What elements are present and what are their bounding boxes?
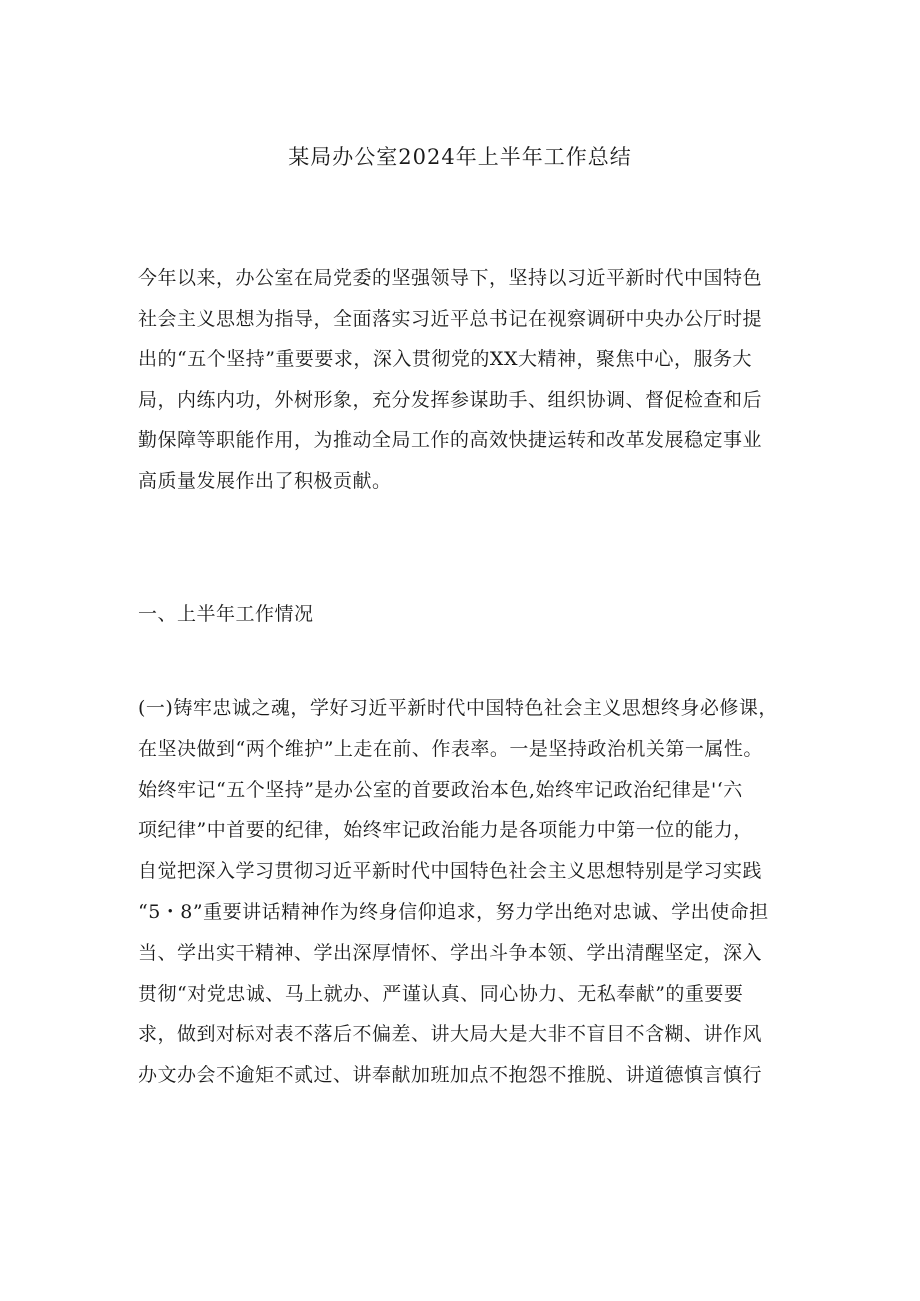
intro-line: 今年以来，办公室在局党委的坚强领导下，坚持以习近平新时代中国特色 bbox=[138, 267, 763, 289]
section-1-line: 求，做到对标对表不落后不偏差、讲大局大是大非不盲目不含糊、讲作风 bbox=[138, 1023, 763, 1046]
section-heading bbox=[138, 594, 798, 635]
section-1-paragraph bbox=[138, 688, 798, 1096]
intro-line: 出的“五个坚持”重要要求，深入贯彻党的XX大精神，聚焦中心，服务大 bbox=[138, 348, 752, 370]
section-1-line: 贯彻“对党忠诚、马上就办、严谨认真、同心协力、无私奉献”的重要要 bbox=[138, 982, 744, 1005]
section-1-line: 当、学出实干精神、学出深厚情怀、学出斗争本领、学出清醒坚定，深入 bbox=[138, 941, 763, 964]
intro-line: 勤保障等职能作用，为推动全局工作的高效快捷运转和改革发展稳定事业 bbox=[138, 429, 763, 451]
intro-line: 社会主义思想为指导，全面落实习近平总书记在视察调研中央办公厅时提 bbox=[138, 307, 763, 330]
document-title: 某局办公室2024年上半年工作总结 bbox=[288, 145, 632, 169]
intro-line: 高质量发展作出了积极贡献。 bbox=[138, 469, 392, 492]
section-1-line: 始终牢记“五个坚持”是办公室的首要政治本色,始终牢记政治纪律是'‘六 bbox=[138, 778, 743, 801]
section-1-line: 项纪律”中首要的纪律，始终牢记政治能力是各项能力中第一位的能力， bbox=[138, 819, 753, 842]
section-1-line: 自觉把深入学习贯彻习近平新时代中国特色社会主义思想特别是学习实践 bbox=[138, 860, 763, 883]
intro-line: 局，内练内功，外树形象，充分发挥参谋助手、组织协调、督促检查和后 bbox=[138, 388, 763, 411]
section-1-line: 办文办会不逾矩不贰过、讲奉献加班加点不抱怨不推脱、讲道德慎言慎行 bbox=[138, 1064, 763, 1087]
section-1-line: 在坚决做到“两个维护”上走在前、作表率。一是坚持政治机关第一属性。 bbox=[138, 737, 763, 760]
section-heading-text: 一、上半年工作情况 bbox=[138, 603, 314, 625]
section-1-line: (一)铸牢忠诚之魂，学好习近平新时代中国特色社会主义思想终身必修课， bbox=[138, 697, 778, 719]
intro-paragraph bbox=[138, 258, 798, 501]
section-1-line: “5・8”重要讲话精神作为终身信仰追求，努力学出绝对忠诚、学出使命担 bbox=[138, 900, 769, 923]
